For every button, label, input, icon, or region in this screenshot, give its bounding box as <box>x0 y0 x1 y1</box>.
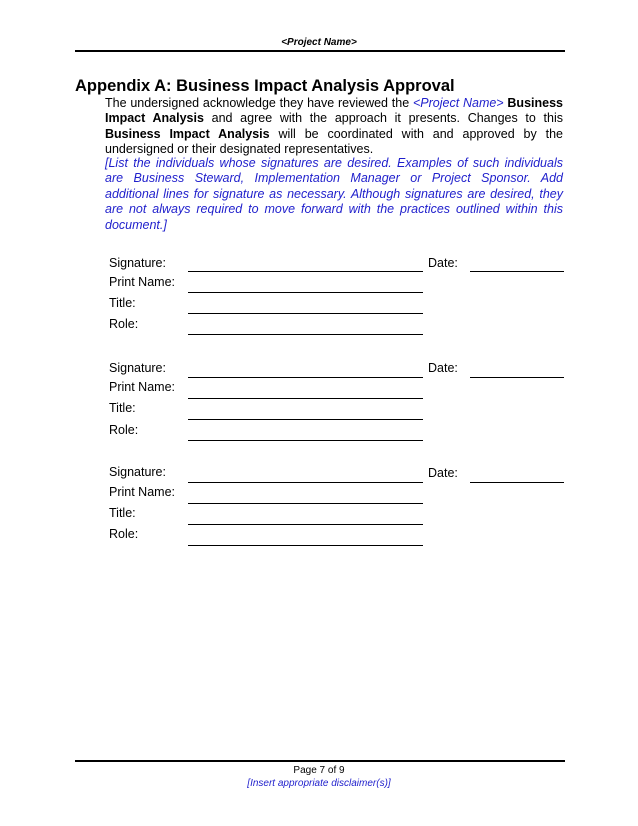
role-line[interactable] <box>188 334 423 335</box>
instructions-paragraph: [List the individuals whose signatures are desired. Examples of such individuals are Business Steward, Implementation Manager or Project Sponsor. Add additional lines for signature as necessary. Although signatures are desired, they are not always required to move forward with the practices outlined within this document.] <box>105 156 563 232</box>
signature-label: Signature: <box>109 361 166 375</box>
role-label: Role: <box>109 317 139 331</box>
signature-line[interactable] <box>188 482 423 483</box>
intro-text-4: will be coordinated with and approved by the undersigned or their designated representatives. <box>105 126 563 157</box>
date-label: Date: <box>428 466 458 480</box>
print-name-label: Print Name: <box>109 485 175 499</box>
signature-line[interactable] <box>188 377 423 378</box>
intro-text-1: The undersigned acknowledge they have reviewed the <box>105 96 413 110</box>
print-name-line[interactable] <box>188 292 423 293</box>
intro-paragraph <box>105 96 563 158</box>
print-name-line[interactable] <box>188 503 423 504</box>
date-line[interactable] <box>470 482 564 483</box>
appendix-heading: Appendix A: Business Impact Analysis Approval <box>75 77 455 95</box>
print-name-label: Print Name: <box>109 380 175 394</box>
disclaimer-placeholder: [Insert appropriate disclaimer(s)] <box>247 778 391 789</box>
intro-text-3: and agree with the approach it presents. Changes to this <box>203 111 563 126</box>
signature-line[interactable] <box>188 271 423 272</box>
header-project-name: <Project Name> <box>281 37 357 48</box>
title-label: Title: <box>109 296 136 310</box>
role-label: Role: <box>109 527 139 541</box>
intro-bold-2: Business Impact Analysis <box>105 126 270 141</box>
signature-label: Signature: <box>109 256 166 270</box>
date-label: Date: <box>428 256 458 270</box>
print-name-line[interactable] <box>188 398 423 399</box>
date-line[interactable] <box>470 271 564 272</box>
date-label: Date: <box>428 361 458 375</box>
role-line[interactable] <box>188 545 423 546</box>
title-label: Title: <box>109 401 136 415</box>
header-divider <box>75 50 565 52</box>
title-label: Title: <box>109 506 136 520</box>
signature-label: Signature: <box>109 465 166 479</box>
intro-bold-1: Business Impact Analysis <box>105 96 563 126</box>
title-line[interactable] <box>188 524 423 525</box>
role-line[interactable] <box>188 440 423 441</box>
title-line[interactable] <box>188 313 423 314</box>
print-name-label: Print Name: <box>109 275 175 289</box>
page-number: Page 7 of 9 <box>293 765 345 776</box>
project-name-placeholder: <Project Name> <box>412 96 504 110</box>
title-line[interactable] <box>188 419 423 420</box>
role-label: Role: <box>109 423 139 437</box>
footer-divider <box>75 760 565 762</box>
date-line[interactable] <box>470 377 564 378</box>
